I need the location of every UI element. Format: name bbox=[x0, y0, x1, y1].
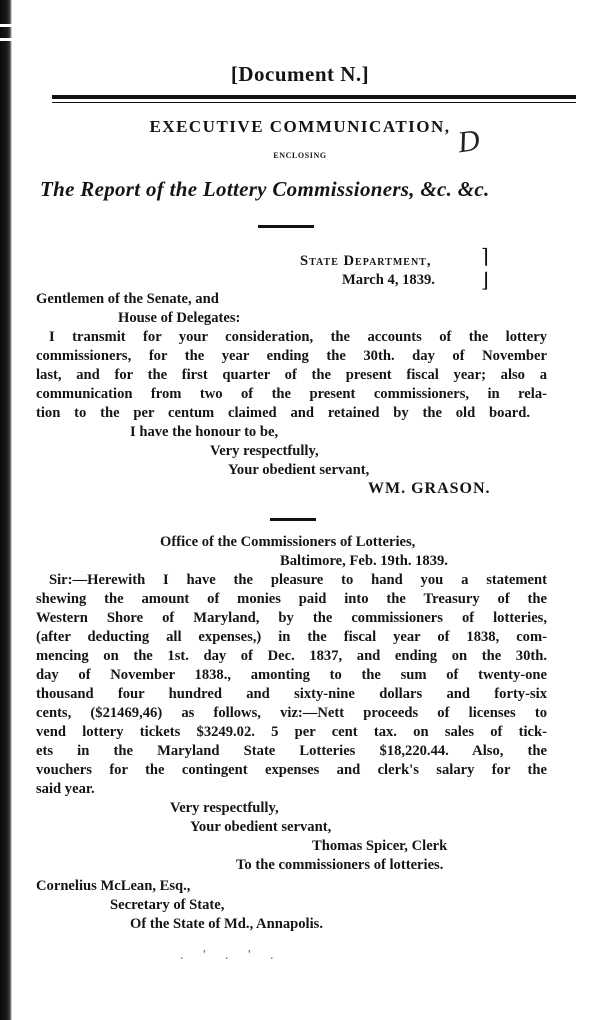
letter2-body-line: vouchers for the contingent expenses and clerk's salary for the bbox=[36, 762, 547, 778]
letter2-body-line: said year. bbox=[36, 781, 95, 797]
handwritten-mark: D bbox=[455, 123, 482, 160]
letter2-body-line: shewing the amount of monies paid into the Treasury of the bbox=[36, 591, 547, 607]
letter2-closing: Very respectfully, bbox=[170, 800, 279, 816]
address-line: Cornelius McLean, Esq., bbox=[36, 878, 191, 894]
section-divider bbox=[270, 518, 316, 521]
section-divider bbox=[258, 225, 314, 228]
letter1-date: March 4, 1839. bbox=[342, 272, 435, 288]
letter1-dept: State Department, bbox=[300, 253, 432, 269]
letter2-body-line: Sir:—Herewith I have the pleasure to hand you a statement bbox=[49, 572, 547, 588]
header-rule-thin bbox=[52, 102, 576, 103]
letter1-closing: I have the honour to be, bbox=[130, 424, 279, 440]
brace-mark: ⌉ bbox=[481, 246, 489, 268]
letter2-body-line: mencing on the 1st. day of Dec. 1837, and ending on the 30th. bbox=[36, 648, 547, 664]
letter2-body-line: ets in the Maryland State Lotteries $18,220.44. Also, the bbox=[36, 743, 547, 759]
brace-mark: ⌋ bbox=[481, 270, 489, 292]
letter1-body-line: communication from two of the present commissioners, in rela- bbox=[36, 386, 547, 402]
letter1-body-line: tion to the per centum claimed and retained by the old board. bbox=[36, 405, 530, 421]
letter1-salutation: House of Delegates: bbox=[118, 310, 241, 326]
document-subtitle: ENCLOSING bbox=[273, 151, 327, 160]
document-title: EXECUTIVE COMMUNICATION, bbox=[149, 117, 451, 136]
letter2-office: Office of the Commissioners of Lotteries, bbox=[160, 534, 416, 550]
scan-artifact: . ' . ' . bbox=[180, 948, 282, 963]
book-spine-shadow bbox=[0, 0, 12, 1020]
address-line: Secretary of State, bbox=[110, 897, 225, 913]
report-title: The Report of the Lottery Commissioners, &c. &c. bbox=[40, 177, 490, 201]
letter2-signature: Thomas Spicer, Clerk bbox=[312, 838, 448, 854]
address-line: Of the State of Md., Annapolis. bbox=[130, 916, 323, 932]
letter1-signature: WM. GRASON. bbox=[368, 480, 491, 497]
letter1-body-line: last, and for the first quarter of the present fiscal year; also a bbox=[36, 367, 547, 383]
letter2-closing: Your obedient servant, bbox=[190, 819, 332, 835]
letter2-body-line: day of November 1838., amonting to the sum of twenty-one bbox=[36, 667, 547, 683]
letter2-body-line: cents, ($21469,46) as follows, viz:—Nett proceeds of licenses to bbox=[36, 705, 547, 721]
letter1-closing: Your obedient servant, bbox=[228, 462, 370, 478]
header-rule-thick bbox=[52, 95, 576, 99]
spine-notch bbox=[0, 24, 14, 27]
letter2-body-line: Western Shore of Maryland, by the commissioners of lotteries, bbox=[36, 610, 547, 626]
letter2-body-line: vend lottery tickets $3249.02. 5 per cent tax. on sales of tick- bbox=[36, 724, 547, 740]
letter1-salutation: Gentlemen of the Senate, and bbox=[36, 291, 219, 307]
letter2-body-line: (after deducting all expenses,) in the fiscal year of 1838, com- bbox=[36, 629, 547, 645]
spine-notch bbox=[0, 38, 14, 41]
letter2-signature-line: To the commissioners of lotteries. bbox=[236, 857, 444, 873]
letter1-body-line: I transmit for your consideration, the accounts of the lottery bbox=[49, 329, 547, 345]
document-label: [Document N.] bbox=[230, 62, 370, 86]
letter1-closing: Very respectfully, bbox=[210, 443, 319, 459]
letter2-body-line: thousand four hundred and sixty-nine dollars and forty-six bbox=[36, 686, 547, 702]
letter2-place-date: Baltimore, Feb. 19th. 1839. bbox=[280, 553, 448, 569]
letter1-body-line: commissioners, for the year ending the 30th. day of November bbox=[36, 348, 547, 364]
